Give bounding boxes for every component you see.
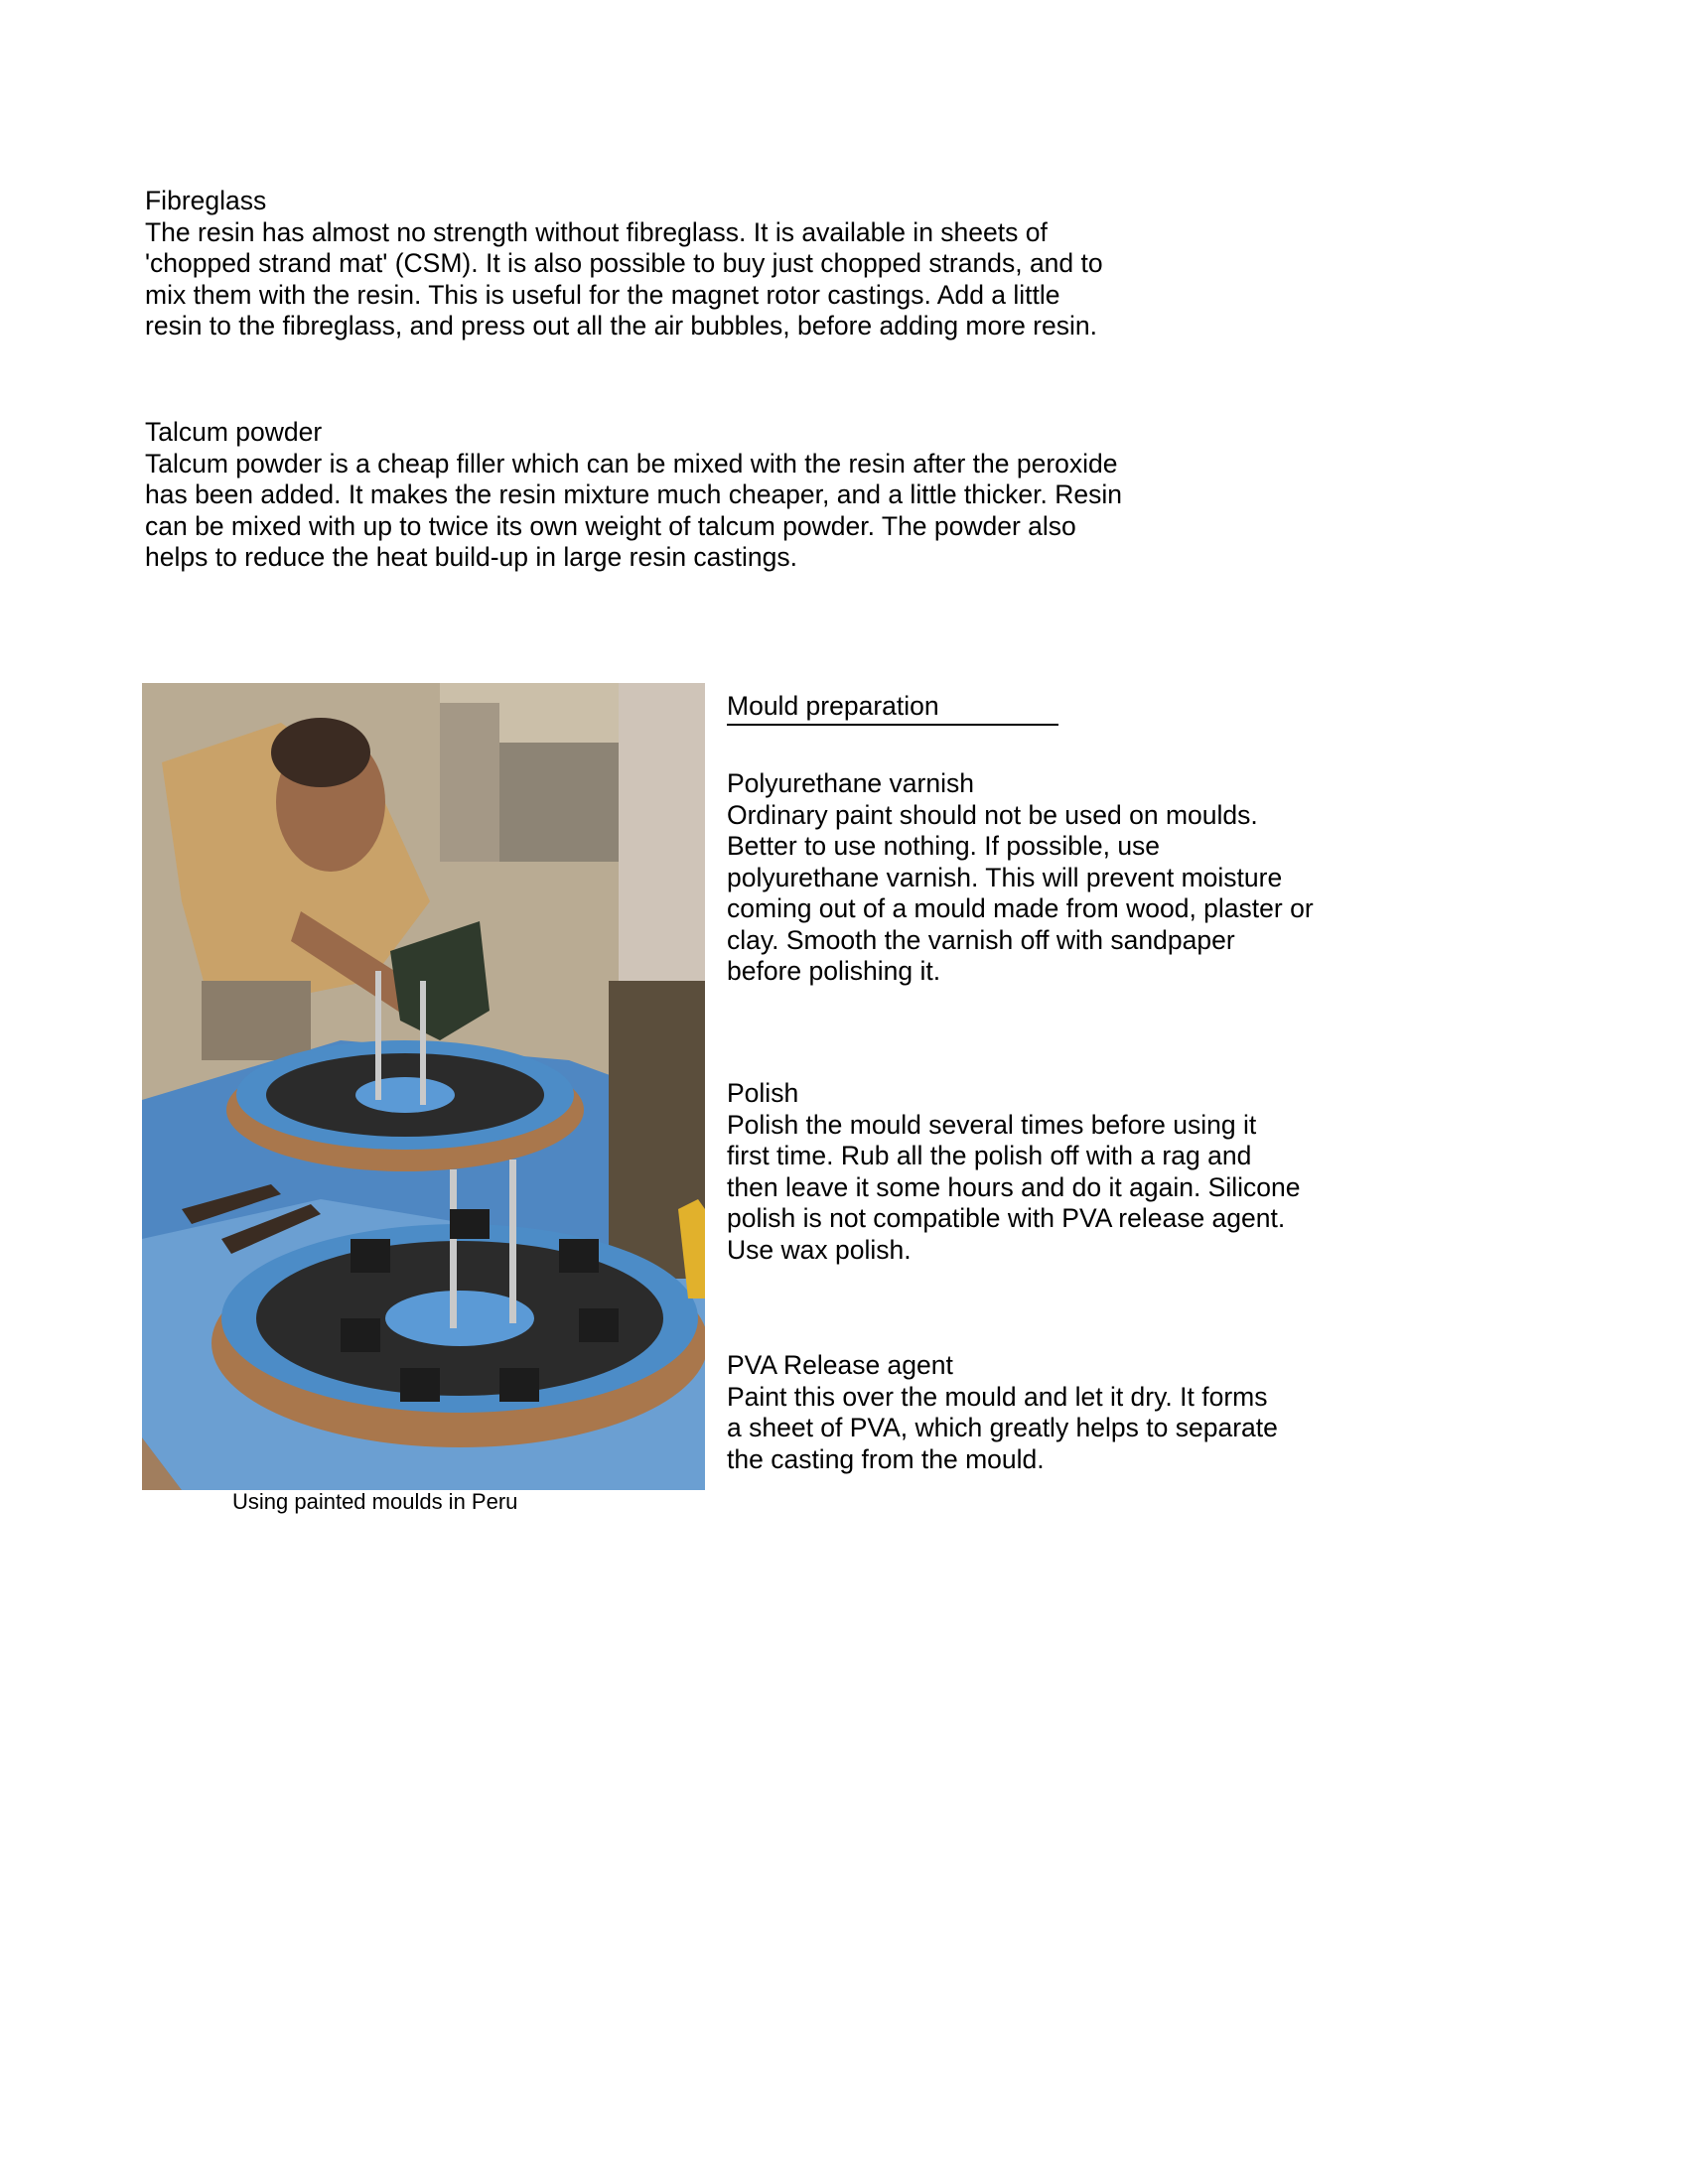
paragraph-line: 'chopped strand mat' (CSM). It is also possible to buy just chopped strands, and to bbox=[145, 248, 1103, 278]
paragraph-line: Paint this over the mould and let it dry. It forms bbox=[727, 1381, 1268, 1412]
section-heading: Polyurethane varnish bbox=[727, 768, 974, 798]
paragraph-line: polyurethane varnish. This will prevent moisture bbox=[727, 862, 1283, 892]
paragraph-line: then leave it some hours and do it again. Silicone bbox=[727, 1171, 1301, 1202]
paragraph-line: polish is not compatible with PVA release agent. bbox=[727, 1203, 1286, 1233]
paragraph-line: before polishing it. bbox=[727, 956, 941, 986]
paragraph-line: Better to use nothing. If possible, use bbox=[727, 831, 1161, 861]
paragraph-line: coming out of a mould made from wood, plaster or bbox=[727, 893, 1314, 923]
photo-moulds-peru bbox=[142, 683, 705, 1490]
section-heading: Fibreglass bbox=[145, 186, 267, 215]
paragraph-line: the casting from the mould. bbox=[727, 1443, 1045, 1474]
section-heading: PVA Release agent bbox=[727, 1350, 953, 1380]
paragraph-line: a sheet of PVA, which greatly helps to separate bbox=[727, 1413, 1278, 1442]
paragraph-line: first time. Rub all the polish off with a rag and bbox=[727, 1141, 1252, 1170]
paragraph-line: helps to reduce the heat build-up in large resin castings. bbox=[145, 542, 798, 572]
section-polyurethane-varnish bbox=[727, 768, 1314, 988]
paragraph-line: can be mixed with up to twice its own weight of talcum powder. The powder also bbox=[145, 510, 1076, 541]
section-talcum-powder bbox=[145, 417, 1122, 574]
section-polish bbox=[727, 1078, 1300, 1266]
paragraph-line: Polish the mould several times before using it bbox=[727, 1109, 1257, 1140]
paragraph-line: Talcum powder is a cheap filler which can be mixed with the resin after the peroxide bbox=[145, 448, 1118, 478]
photo-caption: Using painted moulds in Peru bbox=[232, 1489, 518, 1514]
paragraph-line: Use wax polish. bbox=[727, 1234, 912, 1265]
paragraph-line: resin to the fibreglass, and press out all the air bubbles, before adding more resin. bbox=[145, 311, 1097, 341]
section-pva-release-agent bbox=[727, 1350, 1278, 1475]
section-heading: Talcum powder bbox=[145, 417, 323, 447]
paragraph-line: Ordinary paint should not be used on moulds. bbox=[727, 799, 1258, 830]
section-heading: Polish bbox=[727, 1078, 799, 1108]
section-fibreglass bbox=[145, 186, 1103, 342]
mould-preparation-heading: Mould preparation bbox=[727, 691, 1058, 726]
paragraph-line: clay. Smooth the varnish off with sandpaper bbox=[727, 924, 1235, 955]
paragraph-line: mix them with the resin. This is useful for the magnet rotor castings. Add a little bbox=[145, 279, 1060, 310]
paragraph-line: The resin has almost no strength without fibreglass. It is available in sheets of bbox=[145, 216, 1048, 247]
paragraph-line: has been added. It makes the resin mixture much cheaper, and a little thicker. Resin bbox=[145, 479, 1122, 509]
